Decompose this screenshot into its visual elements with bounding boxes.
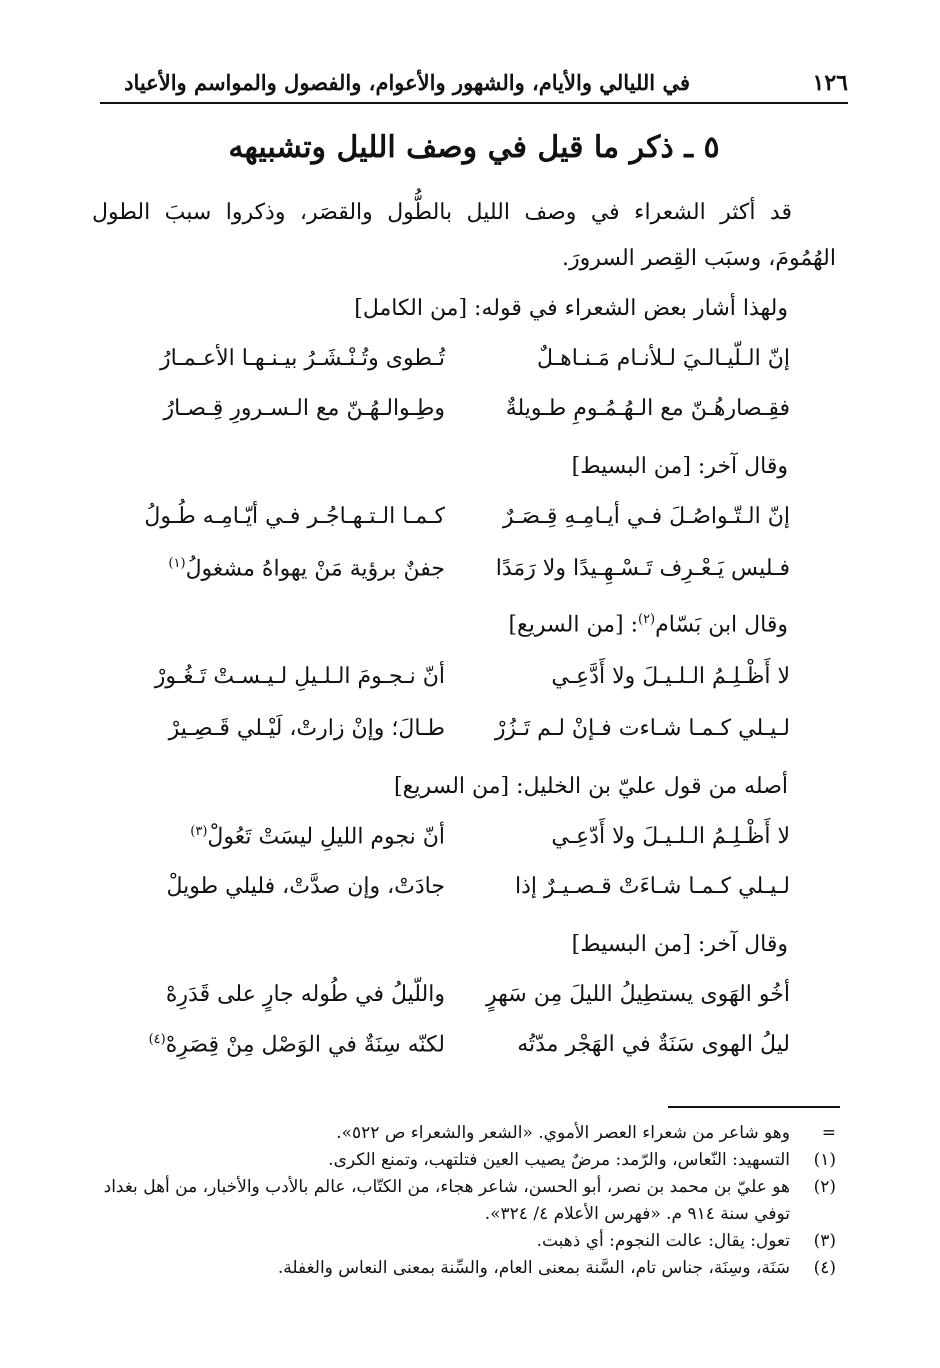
footnote	[92, 1255, 836, 1282]
verse-second-hemistich: كـمـا الـتـهـاجُـر فـي أيّـامِـه طُـولُ	[144, 504, 445, 529]
footnote	[92, 1147, 836, 1174]
verse-intro-1: ولهذا أشار بعض الشعراء في قوله: [من الكامل]	[354, 296, 788, 321]
verse-line	[100, 716, 790, 756]
verse-line	[100, 346, 790, 386]
verse-first-hemistich: لـيـلي كـمـا شـاءَتْ قـصـيـرٌ إذا	[515, 874, 790, 899]
verse-first-hemistich: فقِـصارهُـنّ مع الـهُـمُـومِ طـويلةٌ	[505, 396, 790, 421]
verse-line	[100, 1032, 790, 1072]
verse-second-hemistich: وطِـوالـهُـنّ مع الـسـرورِ قِـصـارُ	[163, 396, 445, 421]
footnote-text: وهو شاعر من شعراء العصر الأموي. «الشعر والشعراء ص ٥٢٢».	[336, 1123, 790, 1143]
intro-paragraph: قد أكثر الشعراء في وصف الليل بالطُّول والقصَر، وذكروا سببَ الطول الهُمُومَ، وسبَب القِصر السرورَ.	[92, 200, 836, 271]
footnote-marker: (٤)	[813, 1258, 836, 1278]
intro-text: وقال ابن بَسّام	[655, 612, 788, 638]
intro-text-rest: : [من السريع]	[508, 612, 638, 638]
verse-intro-2: وقال آخر: [من البسيط]	[571, 454, 788, 479]
verse-intro-3	[508, 612, 788, 637]
verse-intro-4: أصله من قول عليّ بن الخليل: [من السريع]	[394, 774, 788, 799]
footnote-ref: (٤)	[148, 1032, 166, 1047]
verse-line	[100, 982, 790, 1022]
footnote	[92, 1120, 836, 1147]
verse-first-hemistich: ليلُ الهوى سَنَةٌ في الهَجْر مدّتُه	[517, 1032, 790, 1057]
verse-second-hemistich	[168, 556, 445, 581]
footnote-marker: (٢)	[813, 1177, 836, 1197]
footnote-marker: (١)	[813, 1150, 836, 1170]
verse-line	[100, 504, 790, 544]
verse-second-hemistich	[149, 1032, 445, 1057]
footnote-text: سَنَة، وسِنَة، جناس تام، السَّنة بمعنى العام، والسِّنة بمعنى النعاس والغفلة.	[277, 1258, 790, 1278]
verse-second-hemistich: واللّيلُ في طُوله جارٍ على قَدَرِهْ	[165, 982, 445, 1007]
footnote-text: هو عليّ بن محمد بن نصر، أبو الحسن، شاعر هجاء، من الكتّاب، عالم بالأدب والأخبار، من أهل بغداد توفي سنة ٩١٤ م. «فهرس الأعلام ٤/ ٣٢٤».	[103, 1177, 790, 1224]
footnote-marker: (٣)	[813, 1231, 836, 1251]
section-title: ٥ ـ ذكر ما قيل في وصف الليل وتشبيهه	[228, 130, 720, 165]
verse-line	[100, 396, 790, 436]
footnote	[92, 1174, 836, 1228]
page-number: ١٢٦	[812, 70, 848, 96]
hemistich-text: جفنٌ برؤية مَنْ يهواهُ مشغولُ	[185, 556, 445, 582]
verse-line	[100, 824, 790, 864]
verse-first-hemistich: فـليس يَـعْـرِف تَـسْـهِـيدًا ولا رَمَدًا	[495, 556, 790, 581]
footnote-text: تعول: يقال: عالت النجوم: أي ذهبت.	[536, 1231, 790, 1251]
verse-line	[100, 556, 790, 596]
verse-second-hemistich: جادَتْ، وإن صدَّتْ، فليلي طويلْ	[166, 874, 445, 899]
hemistich-text: لكنّه سِنَةٌ في الوَصْل مِنْ قِصَرِهْ	[165, 1032, 445, 1058]
verse-first-hemistich: لا أَظْـلِـمُ الـلـيـلَ ولا أَدَّعِـي	[551, 664, 790, 689]
footnote-text: التسهيد: النّعاس، والرّمد: مرضٌ يصيب العين فتلتهب، وتمنع الكرى.	[328, 1150, 790, 1170]
footnote-ref: (٢)	[637, 612, 656, 627]
verse-intro-5: وقال آخر: [من البسيط]	[571, 932, 788, 957]
footnote-marker: =	[821, 1123, 836, 1143]
verse-second-hemistich	[190, 824, 445, 849]
verse-first-hemistich: أخُو الهَوى يستطِيلُ الليلَ مِن سَهرٍ	[486, 982, 790, 1007]
hemistich-text: أنّ نجوم الليلِ ليسَتْ تَعُولْ	[207, 824, 445, 850]
verse-first-hemistich: لـيـلي كـمـا شـاءت فـإنْ لـم تَـزُرْ	[494, 716, 790, 741]
header-divider	[100, 102, 848, 104]
verse-line	[100, 874, 790, 914]
footnote	[92, 1228, 836, 1255]
verse-second-hemistich: أنّ نـجـومَ الـلـيلِ لـيـسـتْ تَـغُـورْ	[154, 664, 445, 689]
footnote-divider	[668, 1106, 840, 1108]
verse-second-hemistich: طـالَ؛ وإنْ زارتْ، لَيْـلي قَـصِـيرْ	[168, 716, 445, 741]
verse-first-hemistich: إنّ الـتّـواصُـلَ فـي أيـامِـهِ قِـصَـرٌ	[502, 504, 790, 529]
footnote-ref: (٣)	[190, 824, 208, 839]
running-title: في الليالي والأيام، والشهور والأعوام، والفصول والمواسم والأعياد	[124, 70, 690, 95]
running-header	[100, 66, 848, 106]
footnotes	[92, 1120, 836, 1282]
verse-second-hemistich: تُـطوى وتُـنْـشَـرُ بيـنـهـا الأعـمـارُ	[160, 346, 445, 371]
verse-first-hemistich: إنّ الـلّيـالـيَ لـلأنـام مَـنـاهـلٌ	[537, 346, 790, 371]
verse-first-hemistich: لا أَظْـلِـمُ الـلـيـلَ ولا أَدّعِـي	[551, 824, 790, 849]
footnote-ref: (١)	[168, 556, 186, 571]
verse-line	[100, 664, 790, 704]
